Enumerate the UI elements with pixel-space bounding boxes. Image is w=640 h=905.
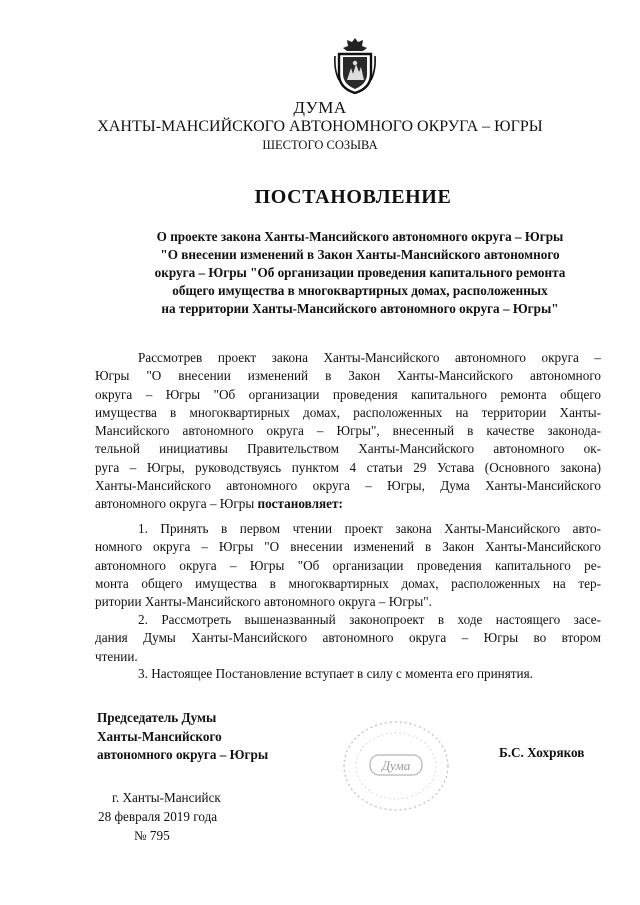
signatory-title-line: автономного округа – Югры bbox=[97, 747, 269, 762]
seal-text: Дума bbox=[381, 758, 411, 773]
item-line: ритории Ханты-Мансийского автономного округа – Югры". bbox=[95, 594, 432, 610]
convocation: ШЕСТОГО СОЗЫВА bbox=[262, 138, 378, 152]
preamble-line bbox=[95, 495, 601, 513]
resolution-item-2 bbox=[95, 611, 601, 666]
place-date-number bbox=[98, 788, 221, 845]
official-seal-stamp bbox=[340, 718, 452, 814]
document-subject bbox=[110, 228, 610, 318]
item-line: чтении. bbox=[95, 648, 138, 664]
coat-of-arms-icon bbox=[333, 36, 377, 94]
preamble-line: Мансийского автономного округа – Югры", внесенный в качестве законода- bbox=[95, 423, 601, 439]
subject-line: на территории Ханты-Мансийского автономного округа – Югры" bbox=[161, 301, 559, 316]
resolution-item-1 bbox=[95, 520, 601, 611]
item-line: дания Думы Ханты-Мансийского автономного округа – Югры во втором bbox=[95, 630, 601, 646]
signatory-name: Б.С. Хохряков bbox=[499, 745, 585, 760]
region-name: ХАНТЫ-МАНСИЙСКОГО АВТОНОМНОГО ОКРУГА – ЮГРЫ bbox=[97, 118, 543, 135]
preamble-line: тельной инициативы Правительством Ханты-Мансийского автономного ок- bbox=[95, 441, 601, 457]
preamble-line: округа – Югры "Об организации проведения капитального ремонта общего bbox=[95, 386, 601, 402]
item-line: номного округа – Югры "О внесении изменений в Закон Ханты-Мансийского bbox=[95, 539, 601, 555]
subject-line: общего имущества в многоквартирных домах, расположенных bbox=[172, 283, 548, 298]
preamble-line: Югры "О внесении изменений в Закон Ханты-Мансийского автономного bbox=[95, 368, 601, 384]
city: г. Ханты-Мансийск bbox=[112, 790, 221, 805]
preamble-line: Ханты-Мансийского автономного округа – Югры, Дума Ханты-Мансийского bbox=[95, 478, 601, 494]
item-line: 1. Принять в первом чтении проект закона Ханты-Мансийского авто- bbox=[138, 521, 601, 536]
preamble-line: имущества в многоквартирных домах, расположенных на территории Ханты- bbox=[95, 404, 601, 420]
preamble-line: руга – Югры, руководствуясь пунктом 4 статьи 29 Устава (Основного закона) bbox=[95, 459, 601, 475]
document-number: № 795 bbox=[134, 828, 170, 843]
preamble-paragraph bbox=[95, 349, 601, 514]
preamble-line: Рассмотрев проект закона Ханты-Мансийского автономного округа – bbox=[138, 350, 601, 365]
preamble-last-line: автономного округа – Югры bbox=[95, 496, 255, 512]
document-type-title: ПОСТАНОВЛЕНИЕ bbox=[254, 186, 452, 208]
item-line: монта общего имущества в многоквартирных домах, расположенных на тер- bbox=[95, 575, 601, 591]
subject-line: О проекте закона Ханты-Мансийского автономного округа – Югры bbox=[156, 229, 564, 244]
item-line: 3. Настоящее Постановление вступает в силу с момента его принятия. bbox=[138, 666, 533, 681]
subject-line: округа – Югры "Об организации проведения капитального ремонта bbox=[154, 265, 566, 280]
item-line: 2. Рассмотреть вышеназванный законопроект в ходе настоящего засе- bbox=[138, 612, 601, 627]
item-line: автономного округа – Югры "Об организации проведения капитального ре- bbox=[95, 557, 601, 573]
signatory-title-line: Председатель Думы bbox=[97, 710, 217, 725]
signatory-title bbox=[97, 709, 268, 765]
subject-line: "О внесении изменений в Закон Ханты-Мансийского автономного bbox=[160, 247, 560, 262]
resolution-item-3 bbox=[95, 665, 601, 683]
date: 28 февраля 2019 года bbox=[98, 809, 218, 824]
signatory-title-line: Ханты-Мансийского bbox=[97, 728, 222, 744]
organization-name: ДУМА bbox=[293, 98, 347, 117]
resolves-word: постановляет: bbox=[257, 496, 343, 512]
